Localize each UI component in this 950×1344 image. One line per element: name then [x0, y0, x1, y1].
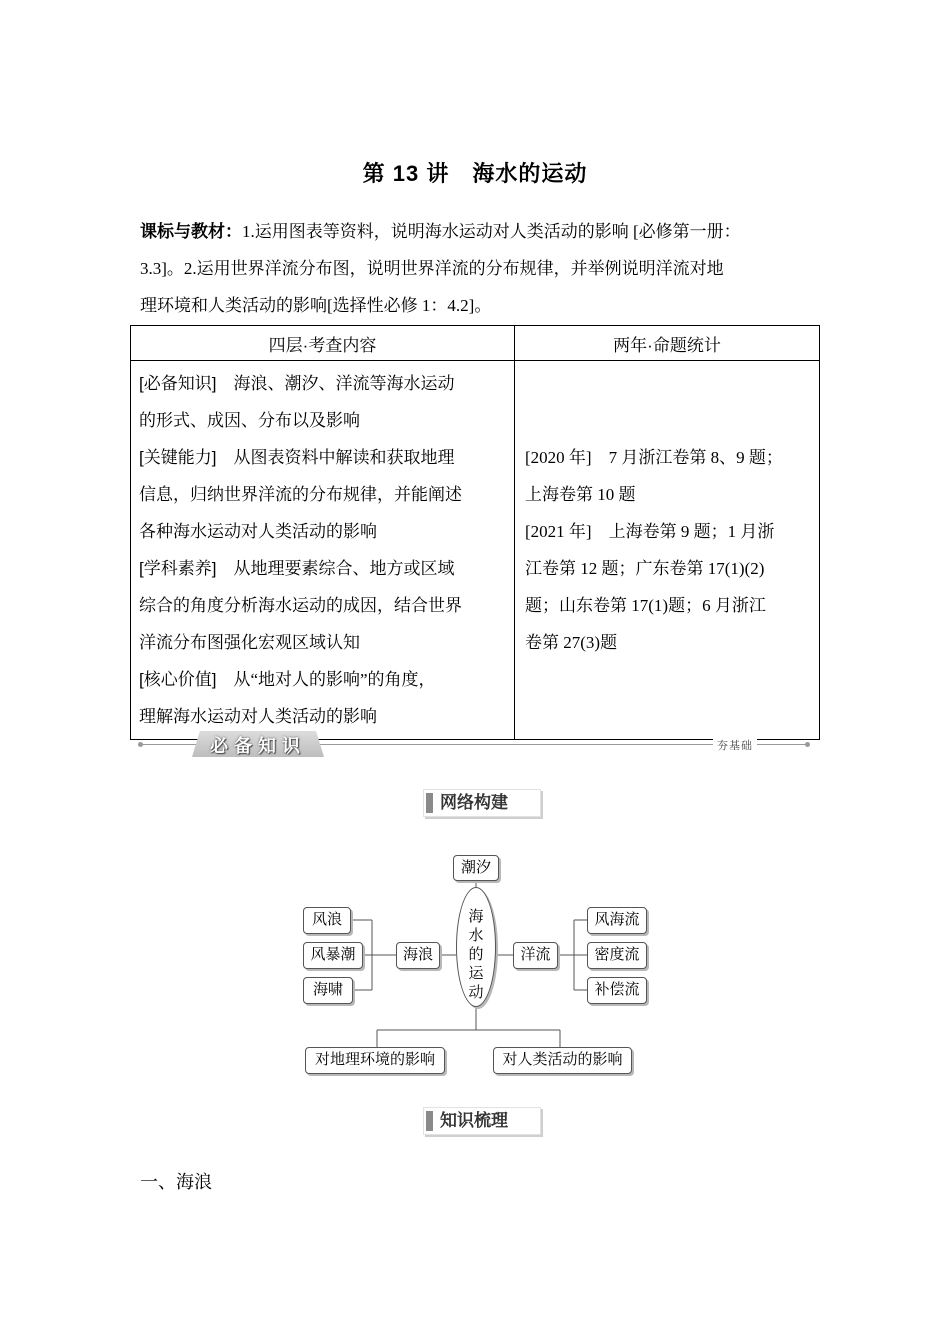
- node-wind-waves: 风浪: [303, 907, 351, 934]
- tag-values: [核心价值]: [139, 670, 217, 689]
- node-wind-drift-current: 风海流: [587, 907, 647, 934]
- node-human-activity-impact: 对人类活动的影响: [493, 1047, 632, 1074]
- center-char-1: 海: [468, 909, 484, 925]
- stats-2021-line-3: 题；山东卷第 17(1)题；6 月浙江: [525, 596, 766, 615]
- banner-subtitle: 夯基础: [713, 737, 757, 753]
- year-2020-tag: [2020 年]: [525, 448, 592, 467]
- section-knowledge-label: 知识梳理: [440, 1111, 508, 1130]
- year-2021-tag: [2021 年]: [525, 522, 592, 541]
- stats-2021-line-4: 卷第 27(3)题: [525, 633, 618, 652]
- section-knowledge-review: [423, 1107, 541, 1135]
- node-geo-environment-impact: 对地理环境的影响: [305, 1047, 445, 1074]
- banner-title: 必备知识: [210, 736, 306, 756]
- literacy-line-1: 从地理要素综合、地方或区域: [216, 559, 455, 578]
- center-char-2: 水: [468, 928, 484, 944]
- section-network-label: 网络构建: [440, 793, 508, 812]
- node-currents: 洋流: [513, 942, 558, 969]
- values-line-2: 理解海水运动对人类活动的影响: [139, 707, 377, 726]
- intro-line-2: 3.3]。2.运用世界洋流分布图，说明世界洋流的分布规律，并举例说明洋流对地: [140, 259, 724, 278]
- node-storm-surge: 风暴潮: [303, 942, 363, 969]
- ability-line-3: 各种海水运动对人类活动的影响: [139, 522, 377, 541]
- ability-line-2: 信息，归纳世界洋流的分布规律，并能阐述: [139, 485, 462, 504]
- table-header-content: 四层·考查内容: [131, 326, 515, 361]
- stats-2021-line-1: 上海卷第 9 题；1 月浙: [591, 522, 775, 541]
- node-waves: 海浪: [396, 942, 440, 969]
- stats-2020-line-1: 7 月浙江卷第 8、9 题；: [591, 448, 783, 467]
- intro-line-3: 理环境和人类活动的影响[选择性必修 1：4.2]。: [140, 296, 492, 315]
- knowledge-line-1: 海浪、潮汐、洋流等海水运动: [216, 374, 455, 393]
- table-header-stats: 两年·命题统计: [515, 326, 820, 361]
- values-line-1: 从“地对人的影响”的角度，: [216, 670, 436, 689]
- knowledge-line-2: 的形式、成因、分布以及影响: [139, 411, 360, 430]
- center-char-3: 的: [468, 947, 484, 963]
- node-center-label: [456, 908, 496, 1003]
- node-compensation-current: 补偿流: [587, 977, 647, 1004]
- heading-waves: 一、海浪: [140, 1172, 212, 1192]
- stats-2020-line-2: 上海卷第 10 题: [525, 485, 636, 504]
- center-char-4: 运: [468, 966, 484, 982]
- page-title: 第 13 讲 海水的运动: [362, 161, 588, 186]
- stats-2021-line-2: 江卷第 12 题；广东卷第 17(1)(2): [525, 559, 765, 578]
- tag-literacy: [学科素养]: [139, 559, 217, 578]
- node-tsunami: 海啸: [303, 977, 353, 1004]
- node-density-current: 密度流: [587, 942, 647, 969]
- section-bar-icon: [426, 1111, 433, 1131]
- intro-label: 课标与教材：: [140, 222, 242, 241]
- intro-line-1: 1.运用图表等资料，说明海水运动对人类活动的影响 [必修第一册：: [242, 222, 741, 241]
- tag-knowledge: [必备知识]: [139, 374, 217, 393]
- center-char-5: 动: [468, 985, 484, 1001]
- node-tides: 潮汐: [453, 855, 499, 881]
- ability-line-1: 从图表资料中解读和获取地理: [216, 448, 455, 467]
- literacy-line-2: 综合的角度分析海水运动的成因，结合世界: [139, 596, 462, 615]
- literacy-line-3: 洋流分布图强化宏观区域认知: [139, 633, 360, 652]
- tag-ability: [关键能力]: [139, 448, 217, 467]
